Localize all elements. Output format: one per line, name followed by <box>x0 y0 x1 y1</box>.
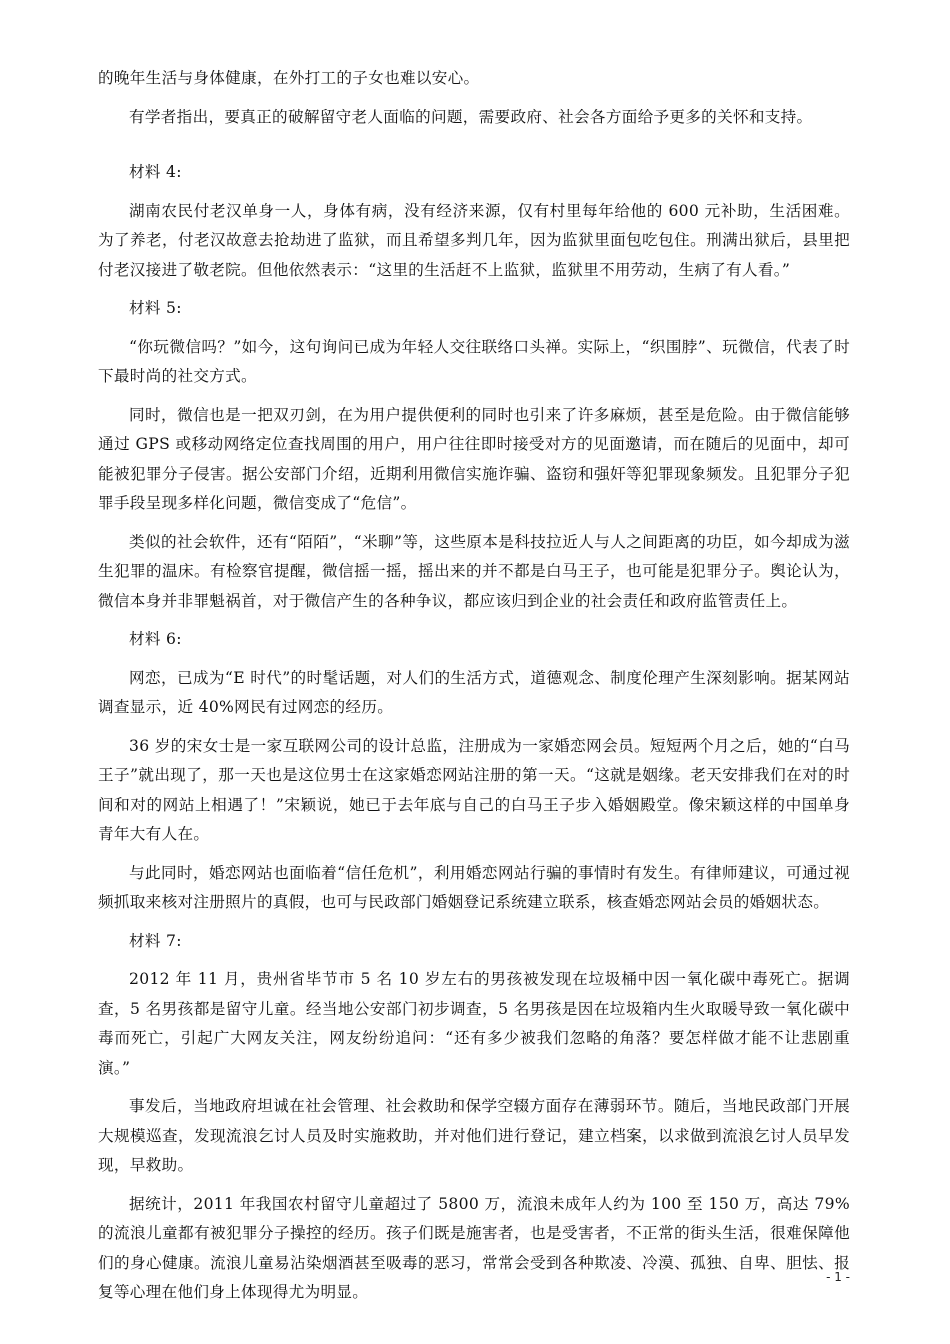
material-4-heading: 材料 4: <box>129 163 182 181</box>
material-5-paragraph-2: 同时，微信也是一把双刃剑，在为用户提供便利的同时也引来了许多麻烦，甚至是危险。由于微信能够通过 GPS 或移动网络定位查找周围的用户，用户往往即时接受对方的见面邀请，而在随后的见面中，却可能被犯罪分子侵害。据公安部门介绍，近期利用微信实施诈骗、盗窃和强奸等犯罪现象频发。且犯罪分子犯罪手段呈现多样化问题，微信变成了“危信”。 <box>98 405 850 512</box>
material-5-paragraph-3: 类似的社会软件，还有“陌陌”，“米聊”等，这些原本是科技拉近人与人之间距离的功臣，如今却成为滋生犯罪的温床。有检察官提醒，微信摇一摇，摇出来的并不都是白马王子，也可能是犯罪分子。舆论认为，微信本身并非罪魁祸首，对于微信产生的各种争议，都应该归到企业的社会责任和政府监管责任上。 <box>98 532 850 610</box>
material-6-paragraph-1: 网恋，已成为“E 时代”的时髦话题，对人们的生活方式，道德观念、制度伦理产生深刻影响。据某网站调查显示，近 40%网民有过网恋的经历。 <box>98 668 850 716</box>
material-7-paragraph-1: 2012 年 11 月，贵州省毕节市 5 名 10 岁左右的男孩被发现在垃圾桶中因一氧化碳中毒死亡。据调查，5 名男孩都是留守儿童。经当地公安部门初步调查，5 名男孩是因在垃圾箱内生火取暖导致一氧化碳中毒而死亡，引起广大网友关注，网友纷纷追问：“还有多少被我们忽略的角落？要怎样做才能不让悲剧重演。” <box>98 970 850 1077</box>
page-number: - 1 - <box>826 1270 850 1284</box>
material-6-heading: 材料 6: <box>129 630 182 648</box>
material-6-paragraph-3: 与此同时，婚恋网站也面临着“信任危机”，利用婚恋网站行骗的事情时有发生。有律师建议，可通过视频抓取来核对注册照片的真假，也可与民政部门婚姻登记系统建立联系，核查婚恋网站会员的婚姻状态。 <box>98 863 850 911</box>
material-7-paragraph-2: 事发后，当地政府坦诚在社会管理、社会救助和保学空辍方面存在薄弱环节。随后，当地民政部门开展大规模巡查，发现流浪乞讨人员及时实施救助，并对他们进行登记，建立档案，以求做到流浪乞讨人员早发现，早救助。 <box>98 1097 850 1174</box>
document-body <box>98 64 850 1317</box>
material-5-paragraph-1: “你玩微信吗？”如今，这句询问已成为年轻人交往联络口头禅。实际上，“织围脖”、玩微信，代表了时下最时尚的社交方式。 <box>98 337 850 385</box>
material-6-paragraph-2: 36 岁的宋女士是一家互联网公司的设计总监，注册成为一家婚恋网会员。短短两个月之后，她的“白马王子”就出现了，那一天也是这位男士在这家婚恋网站注册的第一天。“这就是姻缘。老天安排我们在对的时间和对的网站上相遇了！”宋颖说，她已于去年底与自己的白马王子步入婚姻殿堂。像宋颖这样的中国单身青年大有人在。 <box>98 736 850 843</box>
material-7-heading: 材料 7: <box>129 931 182 950</box>
material-4-paragraph: 湖南农民付老汉单身一人，身体有病，没有经济来源，仅有村里每年给他的 600 元补助，生活困难。为了养老，付老汉故意去抢劫进了监狱，而且希望多判几年，因为监狱里面包吃包住。刑满出狱后，县里把付老汉接进了敬老院。但他依然表示：“这里的生活赶不上监狱，监狱里不用劳动，生病了有人看。” <box>98 201 850 279</box>
material-5-heading: 材料 5: <box>129 299 182 317</box>
paragraph-scholar-note: 有学者指出，要真正的破解留守老人面临的问题，需要政府、社会各方面给予更多的关怀和支持。 <box>129 107 813 126</box>
material-7-paragraph-3: 据统计，2011 年我国农村留守儿童超过了 5800 万，流浪未成年人约为 100 至 150 万，高达 79%的流浪儿童都有被犯罪分子操控的经历。孩子们既是施害者，也是受害者，不正常的街头生活，很难保障他们的身心健康。流浪儿童易沾染烟酒甚至吸毒的恶习，常常会受到各种欺凌、冷漠、孤独、自卑、胆怯、报复等心理在他们身上体现得尤为明显。 <box>98 1194 850 1301</box>
paragraph-continuation: 的晚年生活与身体健康，在外打工的子女也难以安心。 <box>98 69 480 87</box>
